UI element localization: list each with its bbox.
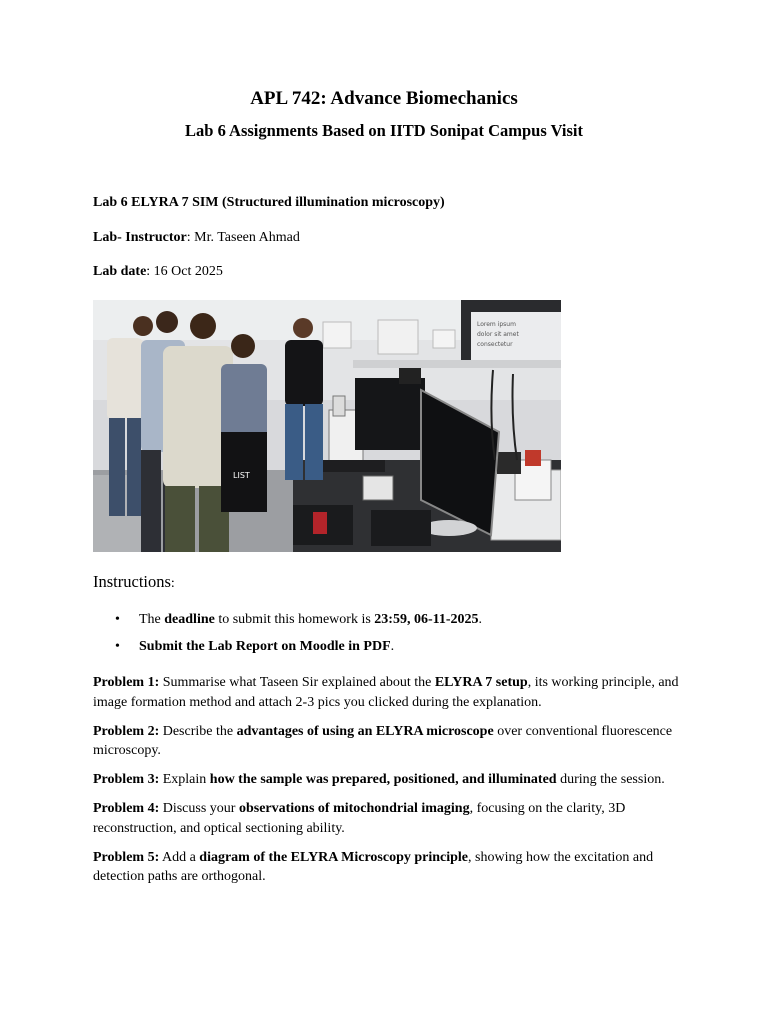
instructions-colon: : [170, 576, 175, 591]
problem-bold: ELYRA 7 setup [434, 675, 528, 690]
problem-text: Explain [159, 772, 210, 787]
problem-bold: observations of mitochondrial imaging [238, 801, 470, 816]
list-item [93, 610, 693, 630]
document-subtitle: Lab 6 Assignments Based on IITD Sonipat Campus Visit [185, 121, 583, 140]
lab-heading: Lab 6 ELYRA 7 SIM (Structured illumination microscopy) [93, 195, 445, 210]
list-item [93, 637, 693, 657]
date-label: Lab date [93, 264, 147, 279]
problem-bold: advantages of using an ELYRA microscope [236, 723, 494, 739]
sign-line: dolor sit amet [477, 331, 519, 338]
problem-text: Add a [159, 849, 200, 865]
problem-label: Problem 3: [93, 772, 160, 787]
problems-section [93, 673, 683, 896]
lab-visit-photo [93, 300, 561, 552]
deadline-value: 23:59, 06-11-2025 [374, 612, 479, 627]
bullet-text: The [139, 612, 165, 627]
problem-text: Summarise what Taseen Sir explained about the [159, 675, 435, 690]
lab-date [93, 264, 223, 280]
instructor-value: : Mr. Taseen Ahmad [186, 230, 300, 245]
instructions-list [93, 610, 693, 664]
bullet-text: to submit this homework is [214, 612, 375, 627]
problem-bold: diagram of the ELYRA Microscopy principle [199, 849, 469, 865]
lab-instructor [93, 230, 300, 246]
problem-4 [93, 799, 683, 838]
bullet-bold: Submit the Lab Report on Moodle in PDF [139, 639, 391, 654]
bullet-dot: • [115, 639, 120, 654]
problem-label: Problem 5: [93, 849, 160, 865]
problem-text: Describe the [159, 723, 237, 739]
photo-illustration [93, 300, 561, 552]
bullet-bold: deadline [164, 612, 215, 627]
problem-label: Problem 4: [93, 801, 160, 816]
problem-label: Problem 2: [93, 723, 160, 739]
instructions-heading [93, 572, 175, 592]
problem-text: Discuss your [159, 801, 239, 816]
problem-text: , focusing on the clarity, 3D reconstruction, and optical sectioning ability. [93, 801, 626, 836]
sign-line: consectetur [477, 341, 513, 348]
problem-3 [93, 770, 683, 790]
problem-label: Problem 1: [93, 675, 160, 690]
document-title: APL 742: Advance Biomechanics [250, 88, 518, 109]
instructions-heading-text: Instructions [93, 572, 171, 591]
problem-text: , its working principle, and image formation method and attach 2-3 pics you clicked during the explanation. [93, 675, 679, 710]
sign-line: Lorem ipsum [477, 321, 516, 328]
problem-bold: how the sample was prepared, positioned, and illuminated [209, 772, 557, 787]
bullet-text: . [478, 612, 483, 627]
problem-5 [93, 848, 683, 887]
problem-text: , showing how the excitation and detection paths are orthogonal. [93, 849, 654, 884]
date-value: : 16 Oct 2025 [146, 264, 223, 279]
bullet-dot: • [115, 612, 120, 627]
instructor-label: Lab- Instructor [93, 230, 187, 245]
bullet-text: . [390, 639, 395, 654]
problem-1 [93, 673, 683, 712]
problem-2 [93, 722, 683, 761]
shirt-text: LIST [233, 471, 250, 480]
problem-text: over conventional fluorescence microscopy. [93, 723, 673, 758]
problem-text: during the session. [556, 772, 665, 787]
